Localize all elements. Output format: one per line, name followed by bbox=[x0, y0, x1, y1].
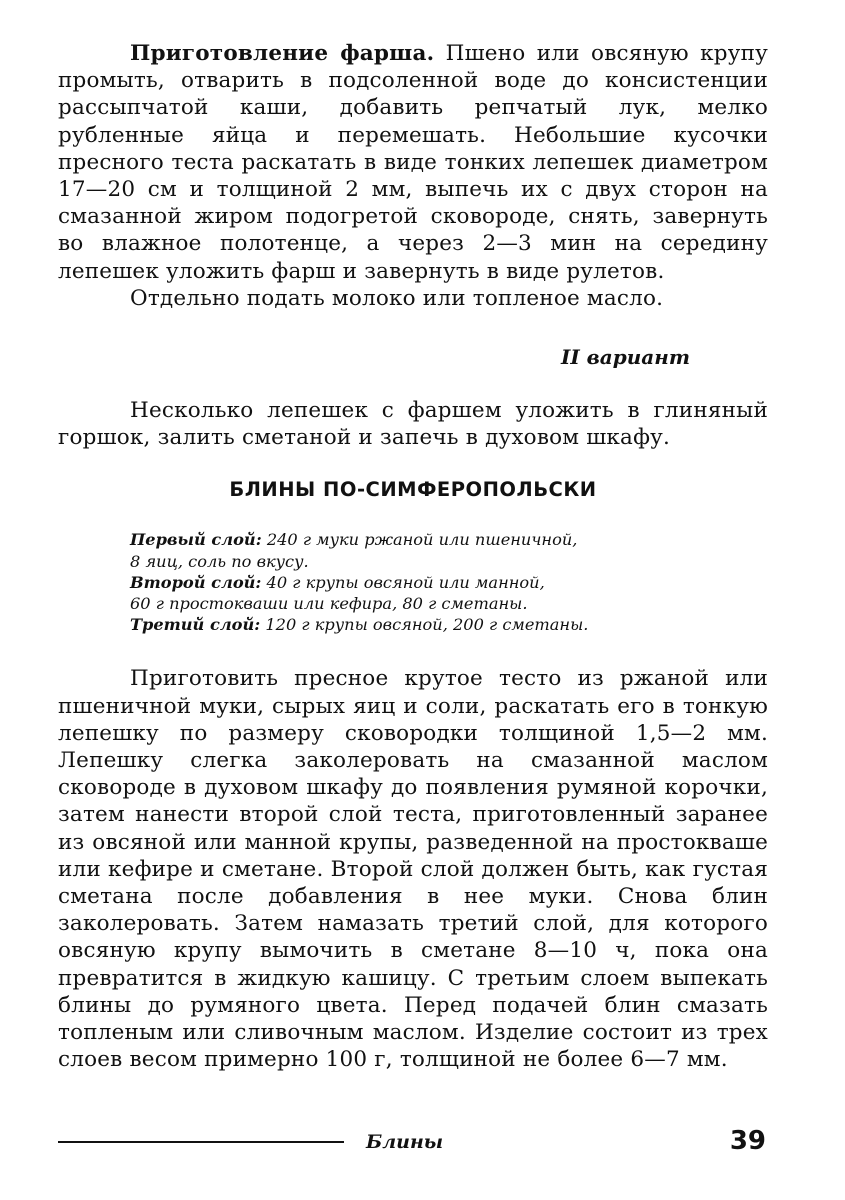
ingredient-line bbox=[130, 572, 700, 593]
ingredient-text: 8 яиц, соль по вкусу. bbox=[130, 551, 309, 571]
ingredient-label: Первый слой: bbox=[130, 530, 262, 550]
ingredient-label: Второй слой: bbox=[130, 572, 262, 592]
ingredient-line bbox=[130, 529, 700, 550]
recipe-title: БЛИНЫ ПО-СИМФЕРОПОЛЬСКИ bbox=[229, 478, 597, 502]
ingredient-line bbox=[130, 614, 700, 635]
page-content bbox=[58, 40, 768, 1074]
footer-section-title: Блины bbox=[366, 1131, 444, 1153]
page-number: 39 bbox=[729, 1126, 766, 1156]
ingredient-line bbox=[130, 593, 700, 614]
filling-text: Пшено или овсяную крупу промыть, отварить в подсоленной воде до консистенции рассыпчатой каши, добавить репчатый лук, мелко рубленные яйца и перемешать. Небольшие кусочки пресного теста раскатать в виде тонких лепешек диаметром 17—20 см и толщиной 2 мм, выпечь их с двух сторон на смазанной жиром подогретой сковороде, снять, завернуть во влажное полотенце, а через 2—3 мин на середину лепешек уложить фарш и завернуть в виде рулетов. bbox=[58, 41, 768, 284]
ingredient-text: 240 г муки ржаной или пшеничной, bbox=[261, 530, 578, 550]
serving-paragraph: Отдельно подать молоко или топленое масло. bbox=[130, 285, 664, 311]
method-paragraph: Приготовить пресное крутое тесто из ржаной или пшеничной муки, сырых яиц и соли, раскатать его в тонкую лепешку по размеру сковородки толщиной 1,5—2 мм. Лепешку слегка заколеровать на смазанной маслом сковороде в духовом шкафу до появления румяной корочки, затем нанести второй слой теста, приготовленный заранее из овсяной или манной крупы, разведенной на простокваше или кефире и сметане. Второй слой должен быть, как густая сметана после добавления в нее муки. Снова блин заколеровать. Затем намазать третий слой, для которого овсяную крупу вымочить в сметане 8—10 ч, пока она превратится в жидкую кашицу. С третьим слоем выпекать блины до румяного цвета. Перед подачей блин смазать топленым или сливочным маслом. Изделие состоит из трех слоев весом примерно 100 г, толщиной не более 6—7 мм. bbox=[58, 666, 768, 1073]
variant-paragraph: Несколько лепешек с фаршем уложить в глиняный горшок, залить сметаной и запечь в духовом шкафу. bbox=[58, 398, 768, 451]
filling-heading: Приготовление фарша. bbox=[130, 41, 435, 66]
variant-heading: II вариант bbox=[561, 345, 690, 370]
page-footer bbox=[58, 1128, 768, 1158]
filling-paragraph bbox=[58, 40, 768, 285]
ingredient-line bbox=[130, 551, 700, 572]
ingredients-list bbox=[130, 529, 700, 635]
ingredient-text: 60 г простокваши или кефира, 80 г сметаны. bbox=[130, 594, 528, 614]
ingredient-text: 120 г крупы овсяной, 200 г сметаны. bbox=[260, 615, 589, 635]
ingredient-label: Третий слой: bbox=[130, 615, 261, 635]
footer-rule bbox=[58, 1141, 344, 1143]
ingredient-text: 40 г крупы овсяной или манной, bbox=[261, 572, 545, 592]
